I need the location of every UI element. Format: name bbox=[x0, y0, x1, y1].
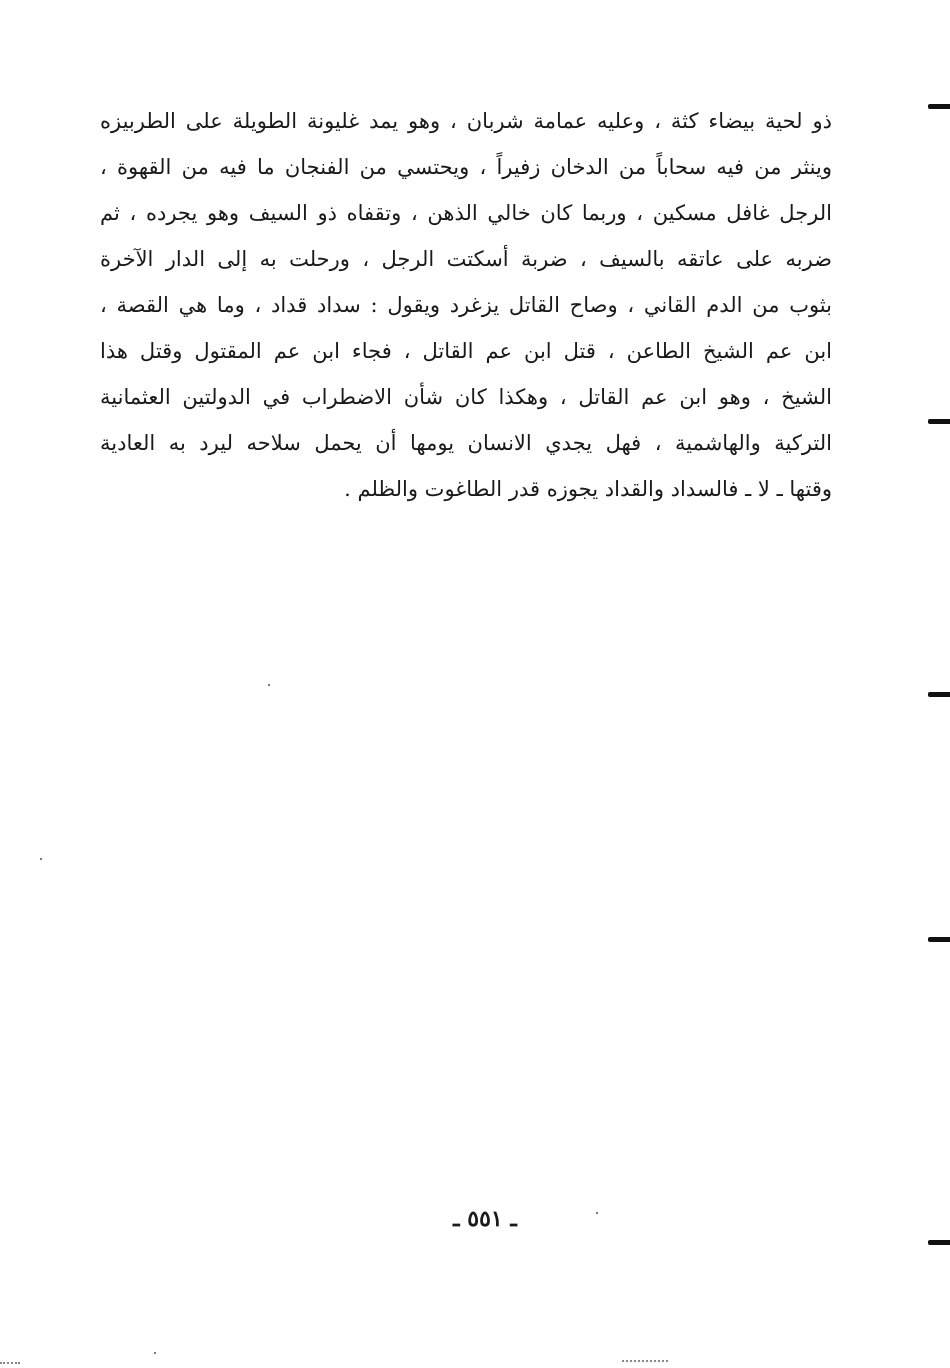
scan-speck bbox=[596, 1212, 598, 1214]
text-line-4: ضربه على عاتقه بالسيف ، ضربة أسكتت الرجل ، ورحلت به إلى الدار الآخرة bbox=[100, 247, 832, 271]
text-line-3: الرجل غافل مسكين ، وربما كان خالي الذهن ، وتقفاه ذو السيف وهو يجرده ، ثم bbox=[100, 201, 832, 225]
text-line-6: ابن عم الشيخ الطاعن ، قتل ابن عم القاتل ، فجاء ابن عم المقتول وقتل هذا bbox=[100, 339, 832, 363]
text-line-2: وينثر من فيه سحاباً من الدخان زفيراً ، ويحتسي من الفنجان ما فيه من القهوة ، bbox=[100, 155, 832, 179]
binding-edge-mark bbox=[928, 1240, 950, 1245]
text-line-9: وقتها ـ لا ـ فالسداد والقداد يجوزه قدر الطاغوت والظلم . bbox=[344, 477, 832, 501]
body-text bbox=[100, 98, 832, 512]
binding-edge-mark bbox=[928, 692, 950, 697]
binding-edge-mark bbox=[928, 419, 950, 424]
binding-edge-mark bbox=[928, 104, 950, 109]
scan-dots bbox=[622, 1360, 668, 1364]
scan-speck bbox=[268, 684, 270, 686]
scan-dots bbox=[0, 1362, 20, 1366]
scan-speck bbox=[154, 1352, 156, 1354]
scan-speck bbox=[40, 858, 42, 860]
text-line-8: التركية والهاشمية ، فهل يجدي الانسان يومها أن يحمل سلاحه ليرد به العادية bbox=[100, 431, 832, 455]
binding-edge-mark bbox=[928, 937, 950, 942]
text-line-1: ذو لحية بيضاء كثة ، وعليه عمامة شربان ، وهو يمد غليونة الطويلة على الطربيزه bbox=[100, 109, 832, 133]
page-number: ـ ٥٥١ ـ bbox=[453, 1206, 517, 1232]
text-line-5: بثوب من الدم القاني ، وصاح القاتل يزغرد ويقول : سداد قداد ، وما هي القصة ، bbox=[100, 293, 832, 317]
text-line-7: الشيخ ، وهو ابن عم القاتل ، وهكذا كان شأن الاضطراب في الدولتين العثمانية bbox=[100, 385, 832, 409]
